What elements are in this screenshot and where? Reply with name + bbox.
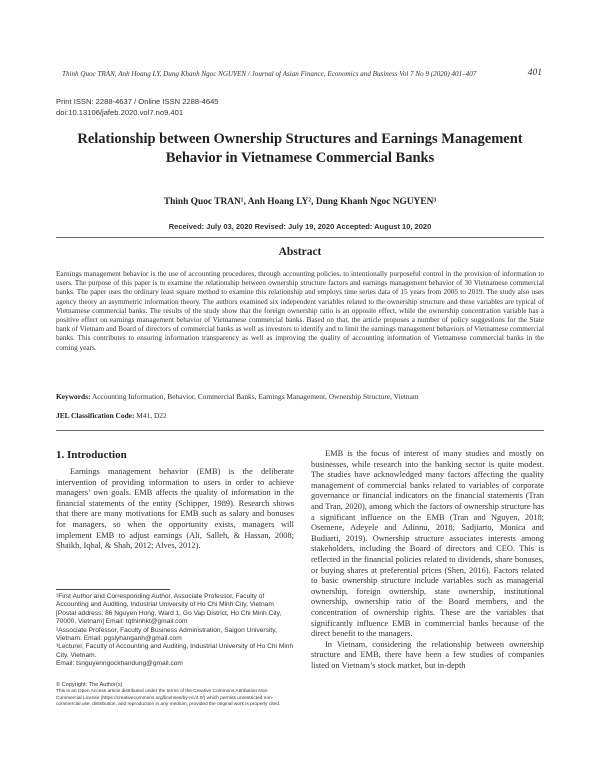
divider-top xyxy=(56,237,544,238)
doi-line: doi:10.13106/jafeb.2020.vol7.no9.401 xyxy=(56,107,184,117)
jel-label: JEL Classification Code: xyxy=(56,411,135,420)
section-heading-introduction: 1. Introduction xyxy=(56,449,127,461)
footnote-2: ²Associate Professor, Faculty of Business Administration, Saigon University, Vietnam. Email: pgslyhanganh@gmail.com xyxy=(56,626,277,643)
issn-line: Print ISSN: 2288-4637 / Online ISSN 2288-4645 xyxy=(56,97,219,106)
left-column xyxy=(56,467,294,552)
author-list: Thinh Quoc TRAN¹, Anh Hoang LY², Dung Khanh Ngoc NGUYEN³ xyxy=(163,197,437,207)
title-line-1: Relationship between Ownership Structures and Earnings Management xyxy=(77,131,523,147)
article-title xyxy=(56,130,544,168)
footnote-1: ¹First Author and Corresponding Author. Associate Professor, Faculty of Accounting and Auditing, Industrial University of Ho Chi Minh City, Vietnam [Postal address: 86 Nguyen Hong, Ward 1, Go Vap District, Ho Chi Minh City, 70000, Vietnam] Email: tqthinhkt@gmail.com xyxy=(56,593,282,626)
running-head: Thinh Quoc TRAN, Anh Hoang LY, Dung Khanh Ngoc NGUYEN / Journal of Asian Finance, Economics and Business Vol 7 No 9 (2020) 401–407 xyxy=(62,70,477,78)
copyright-line: © Copyright: The Author(s) xyxy=(56,682,123,688)
title-line-2: Behavior in Vietnamese Commercial Banks xyxy=(165,150,435,166)
keywords-line xyxy=(56,392,544,401)
license-text: This is an Open Access article distributed under the terms of the Creative Commons Attribution Non-Commercial License (https://creativecommons.org/licenses/by-nc/4.0/) which permits unrestricted non-commercial use, distribution, and reproduction in any medium, provided the original work is properly cited. xyxy=(56,689,281,707)
jel-line xyxy=(56,411,544,420)
footnote-3-email: Email: tsnguyenngockhandung@gmail.com xyxy=(56,660,183,668)
publication-info xyxy=(56,97,219,118)
page-number: 401 xyxy=(527,68,542,78)
jel-value: M41, D22 xyxy=(134,411,167,420)
footnotes xyxy=(56,593,294,669)
right-column xyxy=(311,449,544,671)
divider-bottom xyxy=(56,430,544,431)
abstract-text: Earnings management behavior is the use of accounting procedures, through accounting policies, to intentionally purposeful control in the provision of information to users. The purpose of this paper is to examine the relationship between ownership structure factors and earnings management behavior of 30 Vietnamese commercial banks. The paper uses the ordinary least square method to examine this relationship and employs time series data of 15 years from 2005 to 2019. The study also uses agency theory an asymmetric information theory. The authors examined six independent variables related to the ownership structure and these variables are typical of Vietnamese commercial banks. The results of the study show that the foreign ownership ratio is an opposite effect, while the ownership concentration variable has a positive effect on earnings management behavior of Vietnamese commercial banks. Based on that, the article proposes a number of policy suggestions for the State bank of Vietnam and Board of directors of commercial banks as well as investors to identify and to limit the earnings management behaviors of Vietnamese commercial banks. This contributes to ensuring information transparency as well as improving the quality of accounting information of Vietnamese commercial banks in the coming years. xyxy=(56,270,544,352)
license-block xyxy=(56,682,294,708)
keywords-label: Keywords: xyxy=(56,392,91,401)
body-paragraph-2: EMB is the focus of interest of many studies and mostly on businesses, while research into the banking sector is quite modest. The studies have acknowledged many factors affecting the quality management of commercial banks related to variables of corporate governance or financial indicators on the financial statements (Tran and Tran, 2020), among which the factors of ownership structure has a significant influence on the EMB (Tran and Nguyen, 2018; Osemene, Adeyele and Adinnu, 2018; Sadjiarto, Monica and Budiarti, 2019). Ownership structure associates interests among stakeholders, including the Board of directors and CEO. This is reflected in the financial policies related to dividends, share bonuses, or buying shares at preferential prices (Shen, 2016). Factors related to basic ownership structure include variables such as managerial ownership, foreign ownership, state ownership, institutional ownership, ownership ratio of the Board members, and the concentration of ownership rights. These are the variables that significantly influence EMB in commercial banks because of the direct benefit to the managers. xyxy=(311,449,544,639)
submission-dates: Received: July 03, 2020 Revised: July 19, 2020 Accepted: August 10, 2020 xyxy=(168,222,432,231)
abstract-heading: Abstract xyxy=(278,246,322,258)
keywords-value: Accounting Information, Behavior, Commercial Banks, Earnings Management, Ownership Structure, Vietnam xyxy=(90,392,419,401)
body-paragraph-3: In Vietnam, considering the relationship between ownership structure and EMB, there have been a few studies of companies listed on Vietnam’s stock market, but in-depth xyxy=(311,639,544,670)
intro-paragraph-1: Earnings management behavior (EMB) is the deliberate intervention of providing information to users in order to achieve managers’ own goals. EMB affects the quality of information in the financial statements of the entity (Schipper, 1989). Research shows that there are many motivations for EMB such as salary and bonuses for managers, so when the opportunity exists, managers will implement EMB to adjust earnings (Ali, Salleh, & Hassan, 2008; Shaikh, Iqbal, & Shah, 2012; Alves, 2012). xyxy=(56,467,294,551)
footnote-3: ³Lecturer, Faculty of Accounting and Auditing, Industrial University of Ho Chi Minh City, Vietnam. xyxy=(56,643,294,659)
footnote-separator xyxy=(56,589,170,590)
